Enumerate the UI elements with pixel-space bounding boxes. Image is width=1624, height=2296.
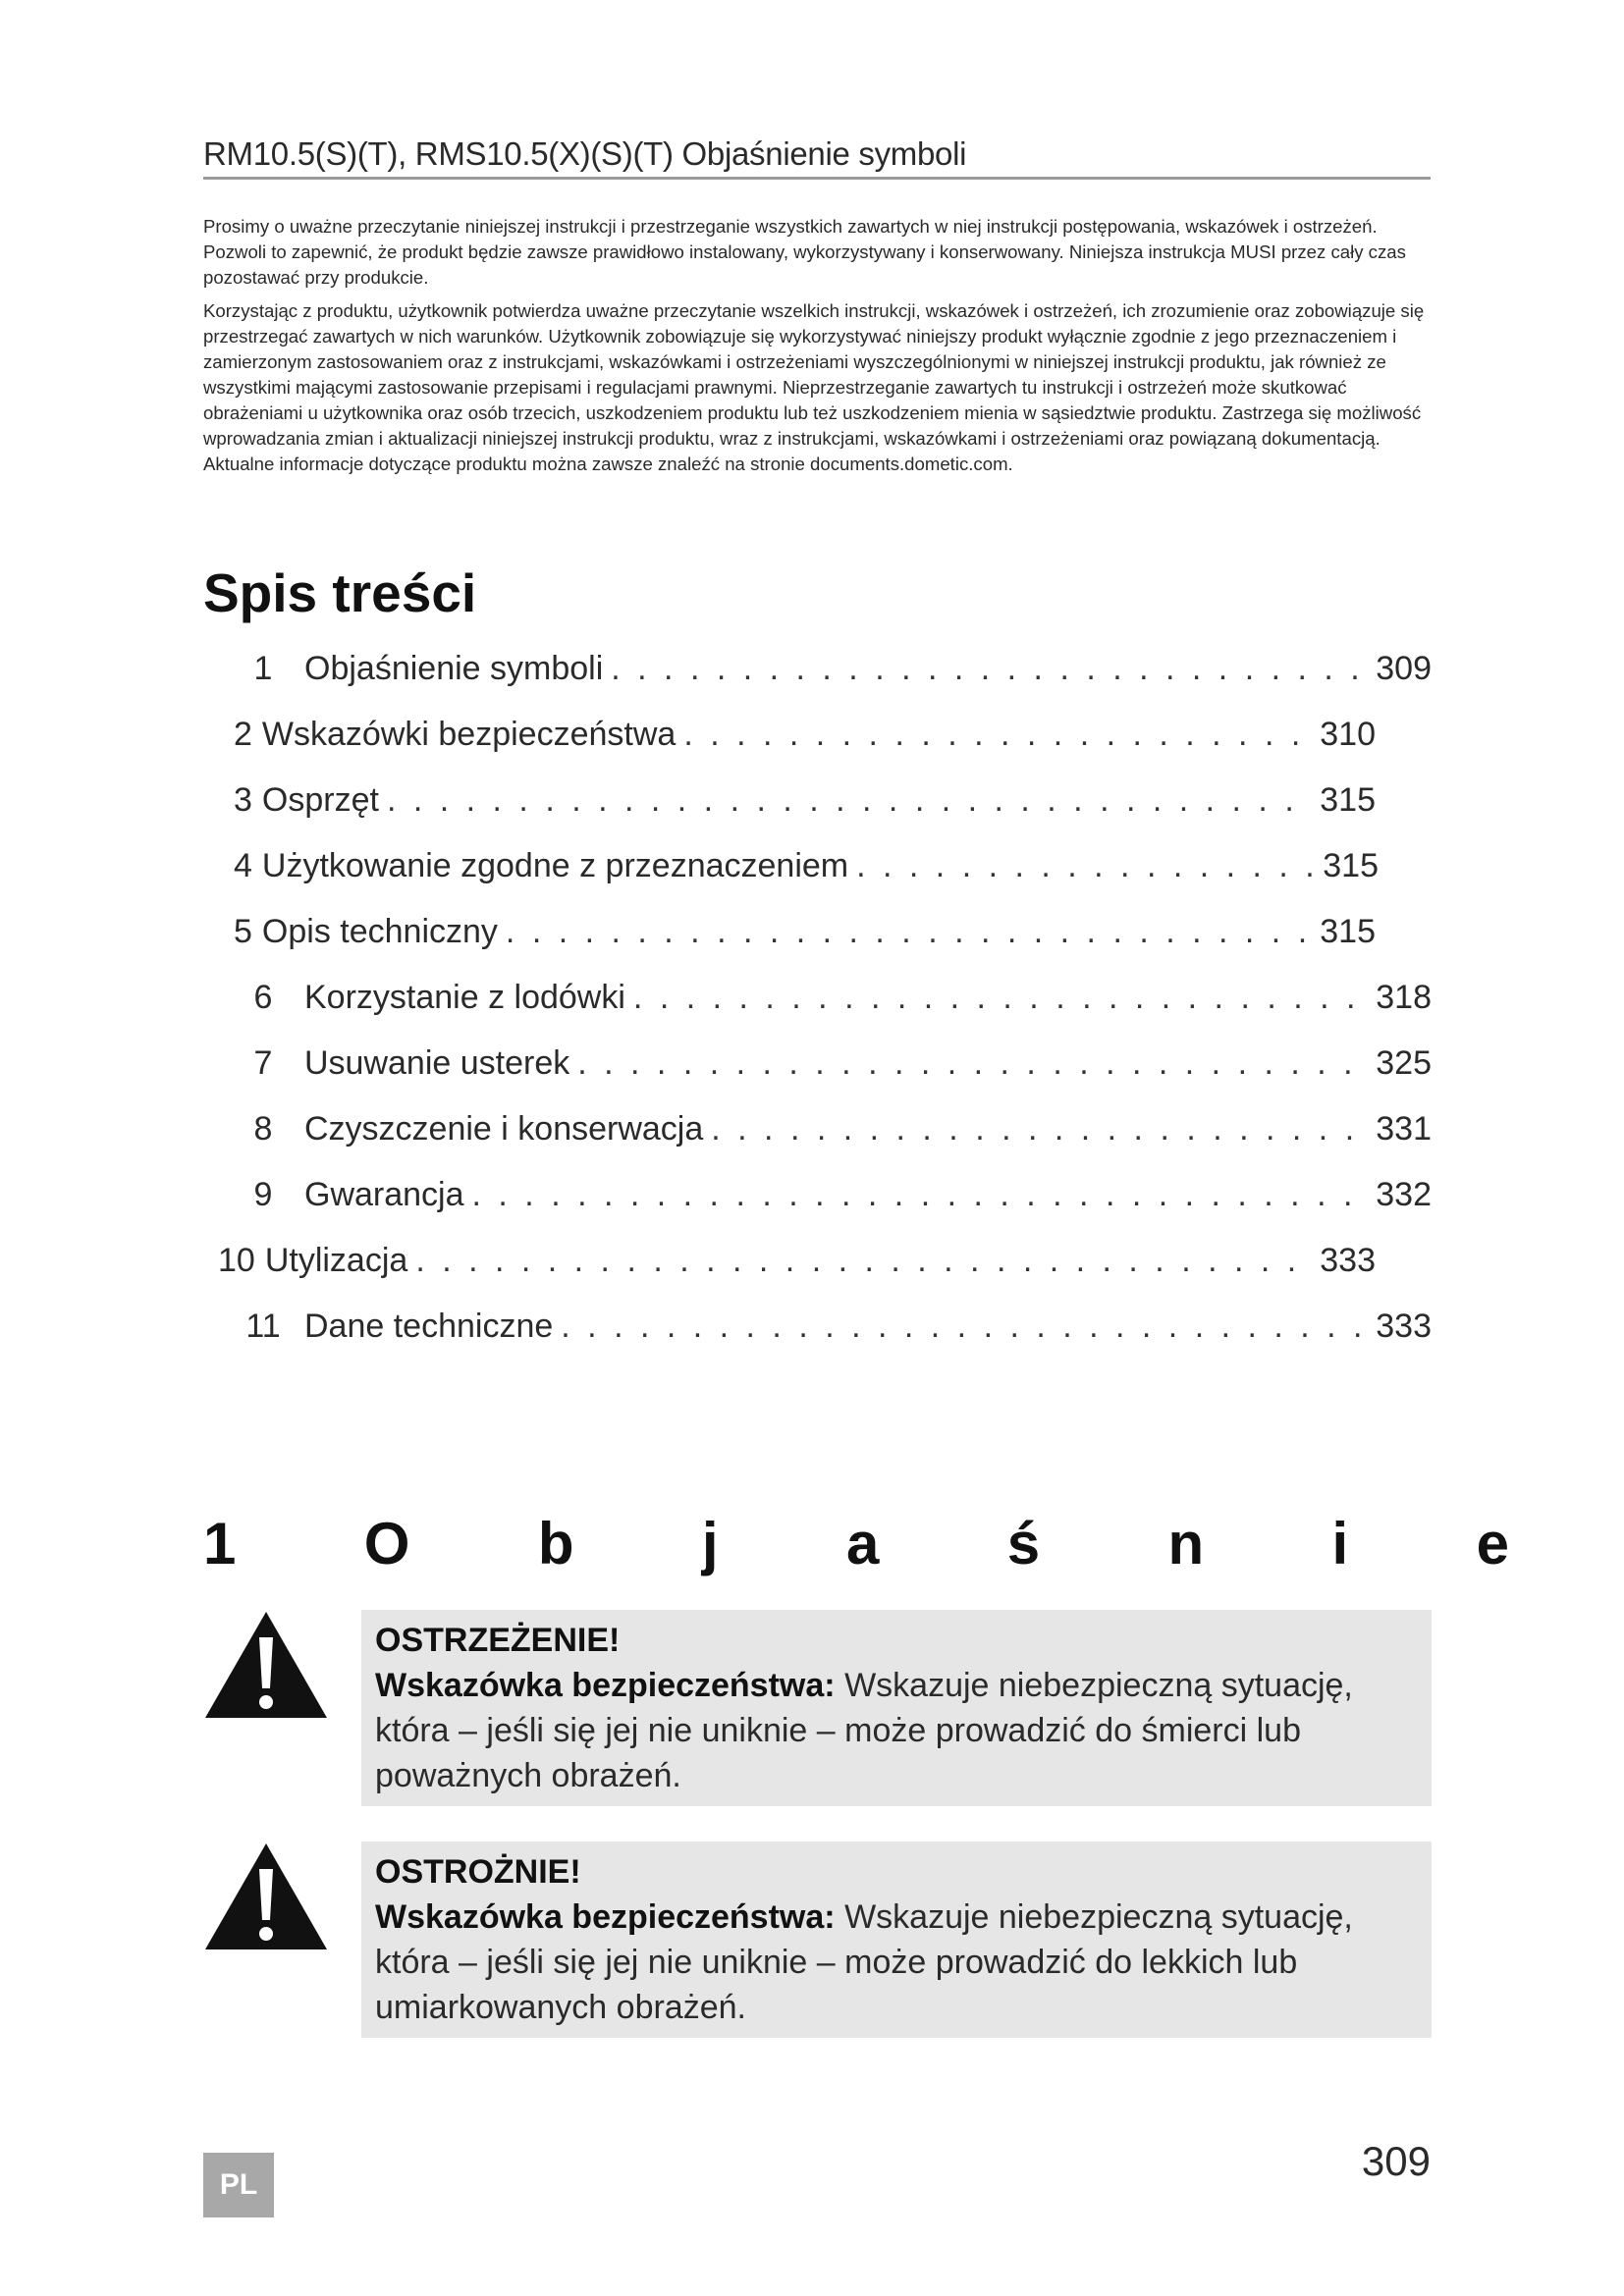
toc-entry-number: 4 (234, 847, 252, 884)
toc-entry-page: 315 (1320, 781, 1376, 819)
toc-entry[interactable] (234, 1308, 1432, 1357)
notice-text: Wskazuje niebezpieczną sytuację, która – jeśli się jej nie uniknie – może prowadzić do lekkich lub umiarkowanych obrażeń. (375, 1898, 1353, 2026)
section-heading-letter: b (537, 1511, 574, 1576)
notice-body (375, 1895, 1418, 2030)
section-heading-letter: a (845, 1511, 880, 1576)
toc-entry-page: 331 (1376, 1110, 1432, 1148)
toc-leader-dots (711, 1110, 1368, 1148)
toc-leader-dots (577, 1044, 1368, 1083)
toc-entry[interactable] (234, 1176, 1432, 1225)
toc-entry[interactable] (234, 979, 1432, 1028)
toc-entry-number: 9 (253, 1176, 273, 1213)
toc-entry-number: 10 (218, 1242, 255, 1279)
section-heading-letter: O (363, 1511, 410, 1576)
toc-entry-page: 310 (1320, 716, 1376, 753)
warning-triangle-icon (203, 1842, 329, 1951)
toc-leader-dots (472, 1176, 1369, 1214)
intro-paragraph: Prosimy o uważne przeczytanie niniejszej instrukcji i przestrzeganie wszystkich zawartych w niej instrukcji postępowania, wskazówek i ostrzeżeń. Pozwoli to zapewnić, że produkt będzie zawsze prawidłowo instalowany, wykorzystywany i konserwowany. Niniejsza instrukcja MUSI przez cały czas pozostawać przy produkcie. (203, 216, 1406, 288)
toc-entry-title: Dane techniczne (304, 1308, 554, 1345)
toc-entry[interactable] (234, 650, 1432, 699)
section-heading-letter: i (1331, 1511, 1349, 1576)
toc-entry-page: 315 (1320, 913, 1376, 950)
notice-text: Wskazuje niebezpieczną sytuację, która – jeśli się jej nie uniknie – może prowadzić do śmierci lub poważnych obrażeń. (375, 1667, 1353, 1794)
toc-entry-page: 332 (1376, 1176, 1432, 1213)
toc-entry[interactable] (234, 1110, 1432, 1159)
toc-leader-dots (387, 781, 1312, 820)
toc-entry-page: 309 (1376, 650, 1432, 687)
toc-entry[interactable] (234, 781, 1376, 830)
notice-label: Wskazówka bezpieczeństwa: (375, 1898, 836, 1936)
toc-entry-title: Korzystanie z lodówki (304, 979, 625, 1016)
toc-title: Spis treści (203, 562, 477, 623)
section-heading-letter: ś (1006, 1511, 1041, 1576)
toc-entry-number: 8 (253, 1110, 273, 1148)
section-heading (203, 1510, 1509, 1577)
section-heading-letter: e (1476, 1511, 1509, 1576)
toc-entry-title: Osprzęt (261, 781, 379, 819)
toc-entry-number: 2 (234, 716, 252, 753)
page-number: 309 (1361, 2138, 1431, 2184)
toc-entry-page: 333 (1320, 1242, 1376, 1279)
section-heading-letter: j (701, 1511, 719, 1576)
toc-entry[interactable] (234, 1044, 1432, 1094)
toc-entry-title: Czyszczenie i konserwacja (304, 1110, 704, 1148)
toc-entry-page: 325 (1376, 1044, 1432, 1082)
language-badge: PL (203, 2153, 274, 2217)
toc-entry-page: 318 (1376, 979, 1432, 1016)
toc-entry-title: Wskazówki bezpieczeństwa (261, 716, 677, 753)
toc-entry[interactable] (234, 716, 1376, 765)
intro-text (203, 214, 1431, 485)
toc-leader-dots (856, 847, 1315, 885)
toc-entry-number: 3 (234, 781, 252, 819)
running-header: RM10.5(S)(T), RMS10.5(X)(S)(T) Objaśnienie symboli (203, 135, 967, 172)
toc-entry-number: 11 (245, 1308, 281, 1345)
toc-entry-title: Opis techniczny (261, 913, 498, 950)
toc-leader-dots (561, 1308, 1368, 1346)
toc-entry-number: 6 (253, 979, 273, 1016)
section-heading-letter: n (1167, 1511, 1205, 1576)
toc-leader-dots (415, 1242, 1312, 1280)
toc-entry[interactable] (234, 913, 1376, 962)
toc-entry[interactable] (234, 847, 1379, 896)
toc-entry[interactable] (218, 1242, 1376, 1291)
warning-triangle-icon (203, 1610, 329, 1720)
toc-entry-title: Utylizacja (264, 1242, 408, 1279)
toc-leader-dots (683, 716, 1312, 754)
caution-notice (361, 1842, 1432, 2038)
toc-entry-number: 1 (253, 650, 273, 687)
notice-label: Wskazówka bezpieczeństwa: (375, 1667, 836, 1704)
toc-entry-title: Usuwanie usterek (304, 1044, 570, 1082)
toc-leader-dots (633, 979, 1368, 1017)
header-rule (203, 177, 1431, 180)
notice-signal-word: OSTROŻNIE! (375, 1853, 581, 1891)
toc-entry-title: Użytkowanie zgodne z przeznaczeniem (261, 847, 849, 884)
warning-notice (361, 1610, 1432, 1806)
toc-leader-dots (506, 913, 1312, 951)
notice-body (375, 1663, 1418, 1798)
toc-leader-dots (611, 650, 1368, 688)
toc-entry-page: 333 (1376, 1308, 1432, 1345)
toc-entry-number: 5 (234, 913, 252, 950)
section-heading-letter: 1 (203, 1511, 237, 1576)
intro-paragraph: Korzystając z produktu, użytkownik potwierdza uważne przeczytanie wszelkich instrukcji, wskazówek i ostrzeżeń, ich zrozumienie oraz zobowiązuje się przestrzegać zawartych w nich warunków. Użytkownik zobowiązuje się wykorzystywać niniejszy produkt wyłącznie zgodnie z jego przeznaczeniem i zamierzonym zastosowaniem oraz z instrukcjami, wskazówkami i ostrzeżeniami wyszczególnionymi w niniejszej instrukcji produktu, jak również ze wszystkimi mającymi zastosowanie przepisami i regulacjami prawnymi. Nieprzestrzeganie zawartych tu instrukcji i ostrzeżeń może skutkować obrażeniami u użytkownika oraz osób trzecich, uszkodzeniem produktu lub też uszkodzeniem mienia w sąsiedztwie produktu. Zastrzega się możliwość wprowadzania zmian i aktualizacji niniejszej instrukcji produktu, wraz z instrukcjami, wskazówkami i ostrzeżeniami oraz powiązaną dokumentacją. Aktualne informacje dotyczące produktu można zawsze znaleźć na stronie documents.dometic.com. (203, 300, 1425, 474)
toc-entry-title: Gwarancja (304, 1176, 464, 1213)
notice-signal-word: OSTRZEŻENIE! (375, 1622, 621, 1659)
toc-entry-page: 315 (1323, 847, 1379, 884)
toc-entry-title: Objaśnienie symboli (304, 650, 604, 687)
toc-entry-number: 7 (253, 1044, 273, 1082)
